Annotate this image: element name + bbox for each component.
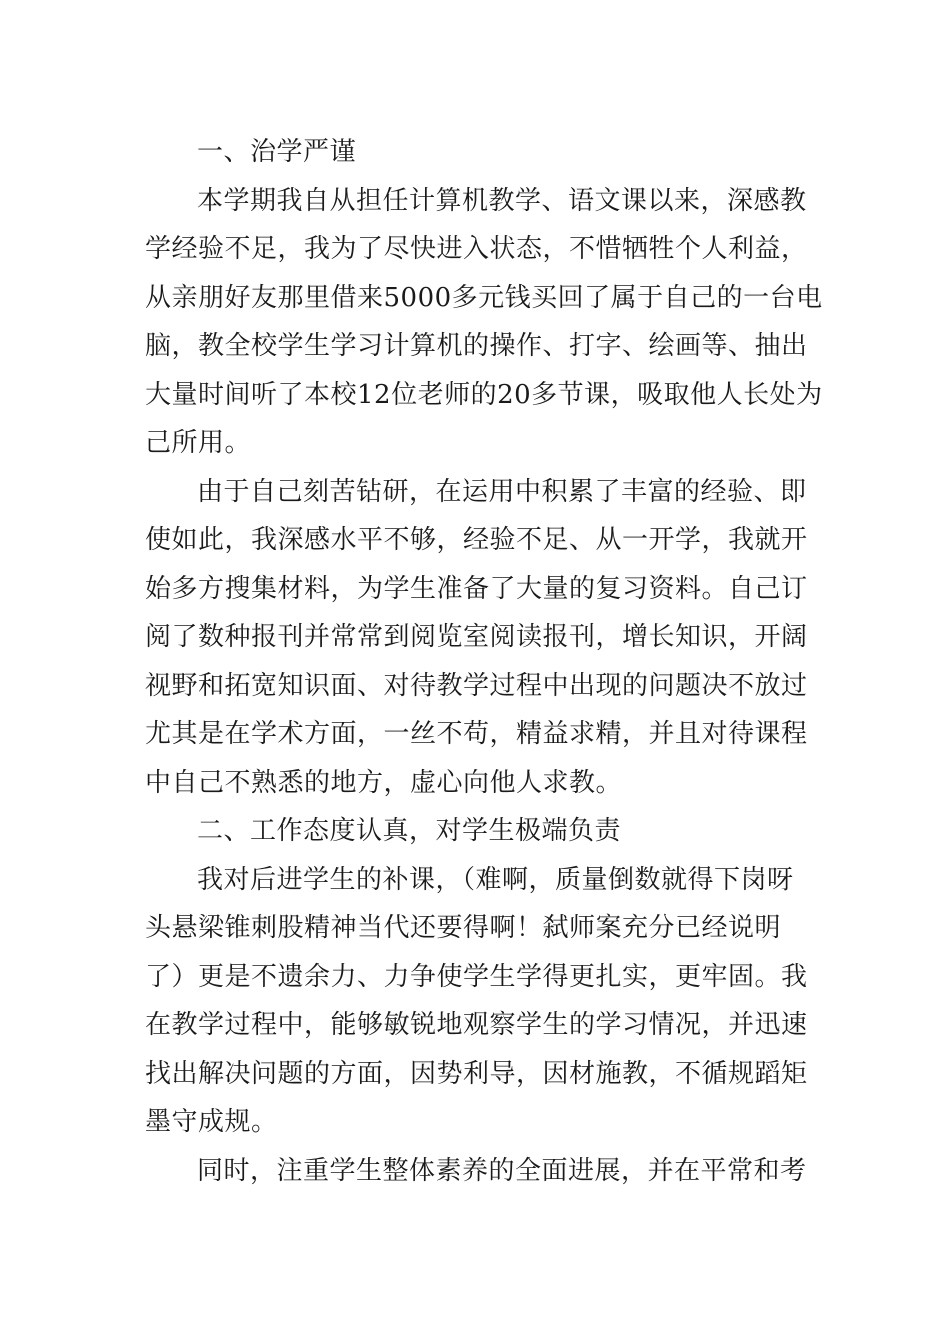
paragraph-line: 己所用。	[145, 428, 252, 458]
paragraph-line: 始多方搜集材料，为学生准备了大量的复习资料。自己订	[145, 573, 808, 604]
paragraph-line: 使如此，我深感水平不够，经验不足、从一开学，我就开	[145, 525, 808, 555]
paragraph-line: 尤其是在学术方面，一丝不苟，精益求精，并且对待课程	[145, 719, 808, 749]
paragraph-line: 墨守成规。	[145, 1107, 278, 1137]
paragraph-first-line: 由于自己刻苦钻研，在运用中积累了丰富的经验、即	[197, 476, 807, 507]
paragraph-first-line: 一、治学严谨	[197, 137, 357, 167]
paragraph-first-line: 同时，注重学生整体素养的全面进展，并在平常和考	[197, 1155, 807, 1186]
paragraph-line: 脑，教全校学生学习计算机的操作、打字、绘画等、抽出	[145, 331, 808, 361]
paragraph-line: 阅了数种报刊并常常到阅览室阅读报刊，增长知识，开阔	[145, 622, 808, 652]
paragraph-line: 中自己不熟悉的地方，虚心向他人求教。	[145, 767, 623, 798]
document-body	[145, 128, 823, 1195]
paragraph-line: 头悬梁锥刺股精神当代还要得啊！弑师案充分已经说明	[145, 913, 782, 943]
paragraph-line: 大量时间听了本校12位老师的20多节课，吸取他人长处为	[145, 379, 823, 410]
paragraph-first-line: 二、工作态度认真，对学生极端负责	[197, 816, 622, 846]
paragraph-line: 了）更是不遗余力、力争使学生学得更扎实，更牢固。我	[145, 961, 808, 992]
paragraph-line: 在教学过程中，能够敏锐地观察学生的学习情况，并迅速	[145, 1010, 808, 1040]
paragraph-line: 找出解决问题的方面，因势利导，因材施教，不循规蹈矩	[145, 1058, 808, 1089]
paragraph-first-line: 本学期我自从担任计算机教学、语文课以来，深感教	[197, 185, 807, 216]
paragraph-line: 视野和拓宽知识面、对待教学过程中出现的问题决不放过	[145, 670, 808, 701]
paragraph-line: 学经验不足，我为了尽快进入状态，不惜牺牲个人利益，	[145, 234, 808, 264]
paragraph-line: 从亲朋好友那里借来5000多元钱买回了属于自己的一台电	[145, 282, 823, 313]
paragraph-first-line: 我对后进学生的补课，（难啊，质量倒数就得下岗呀	[197, 864, 794, 895]
